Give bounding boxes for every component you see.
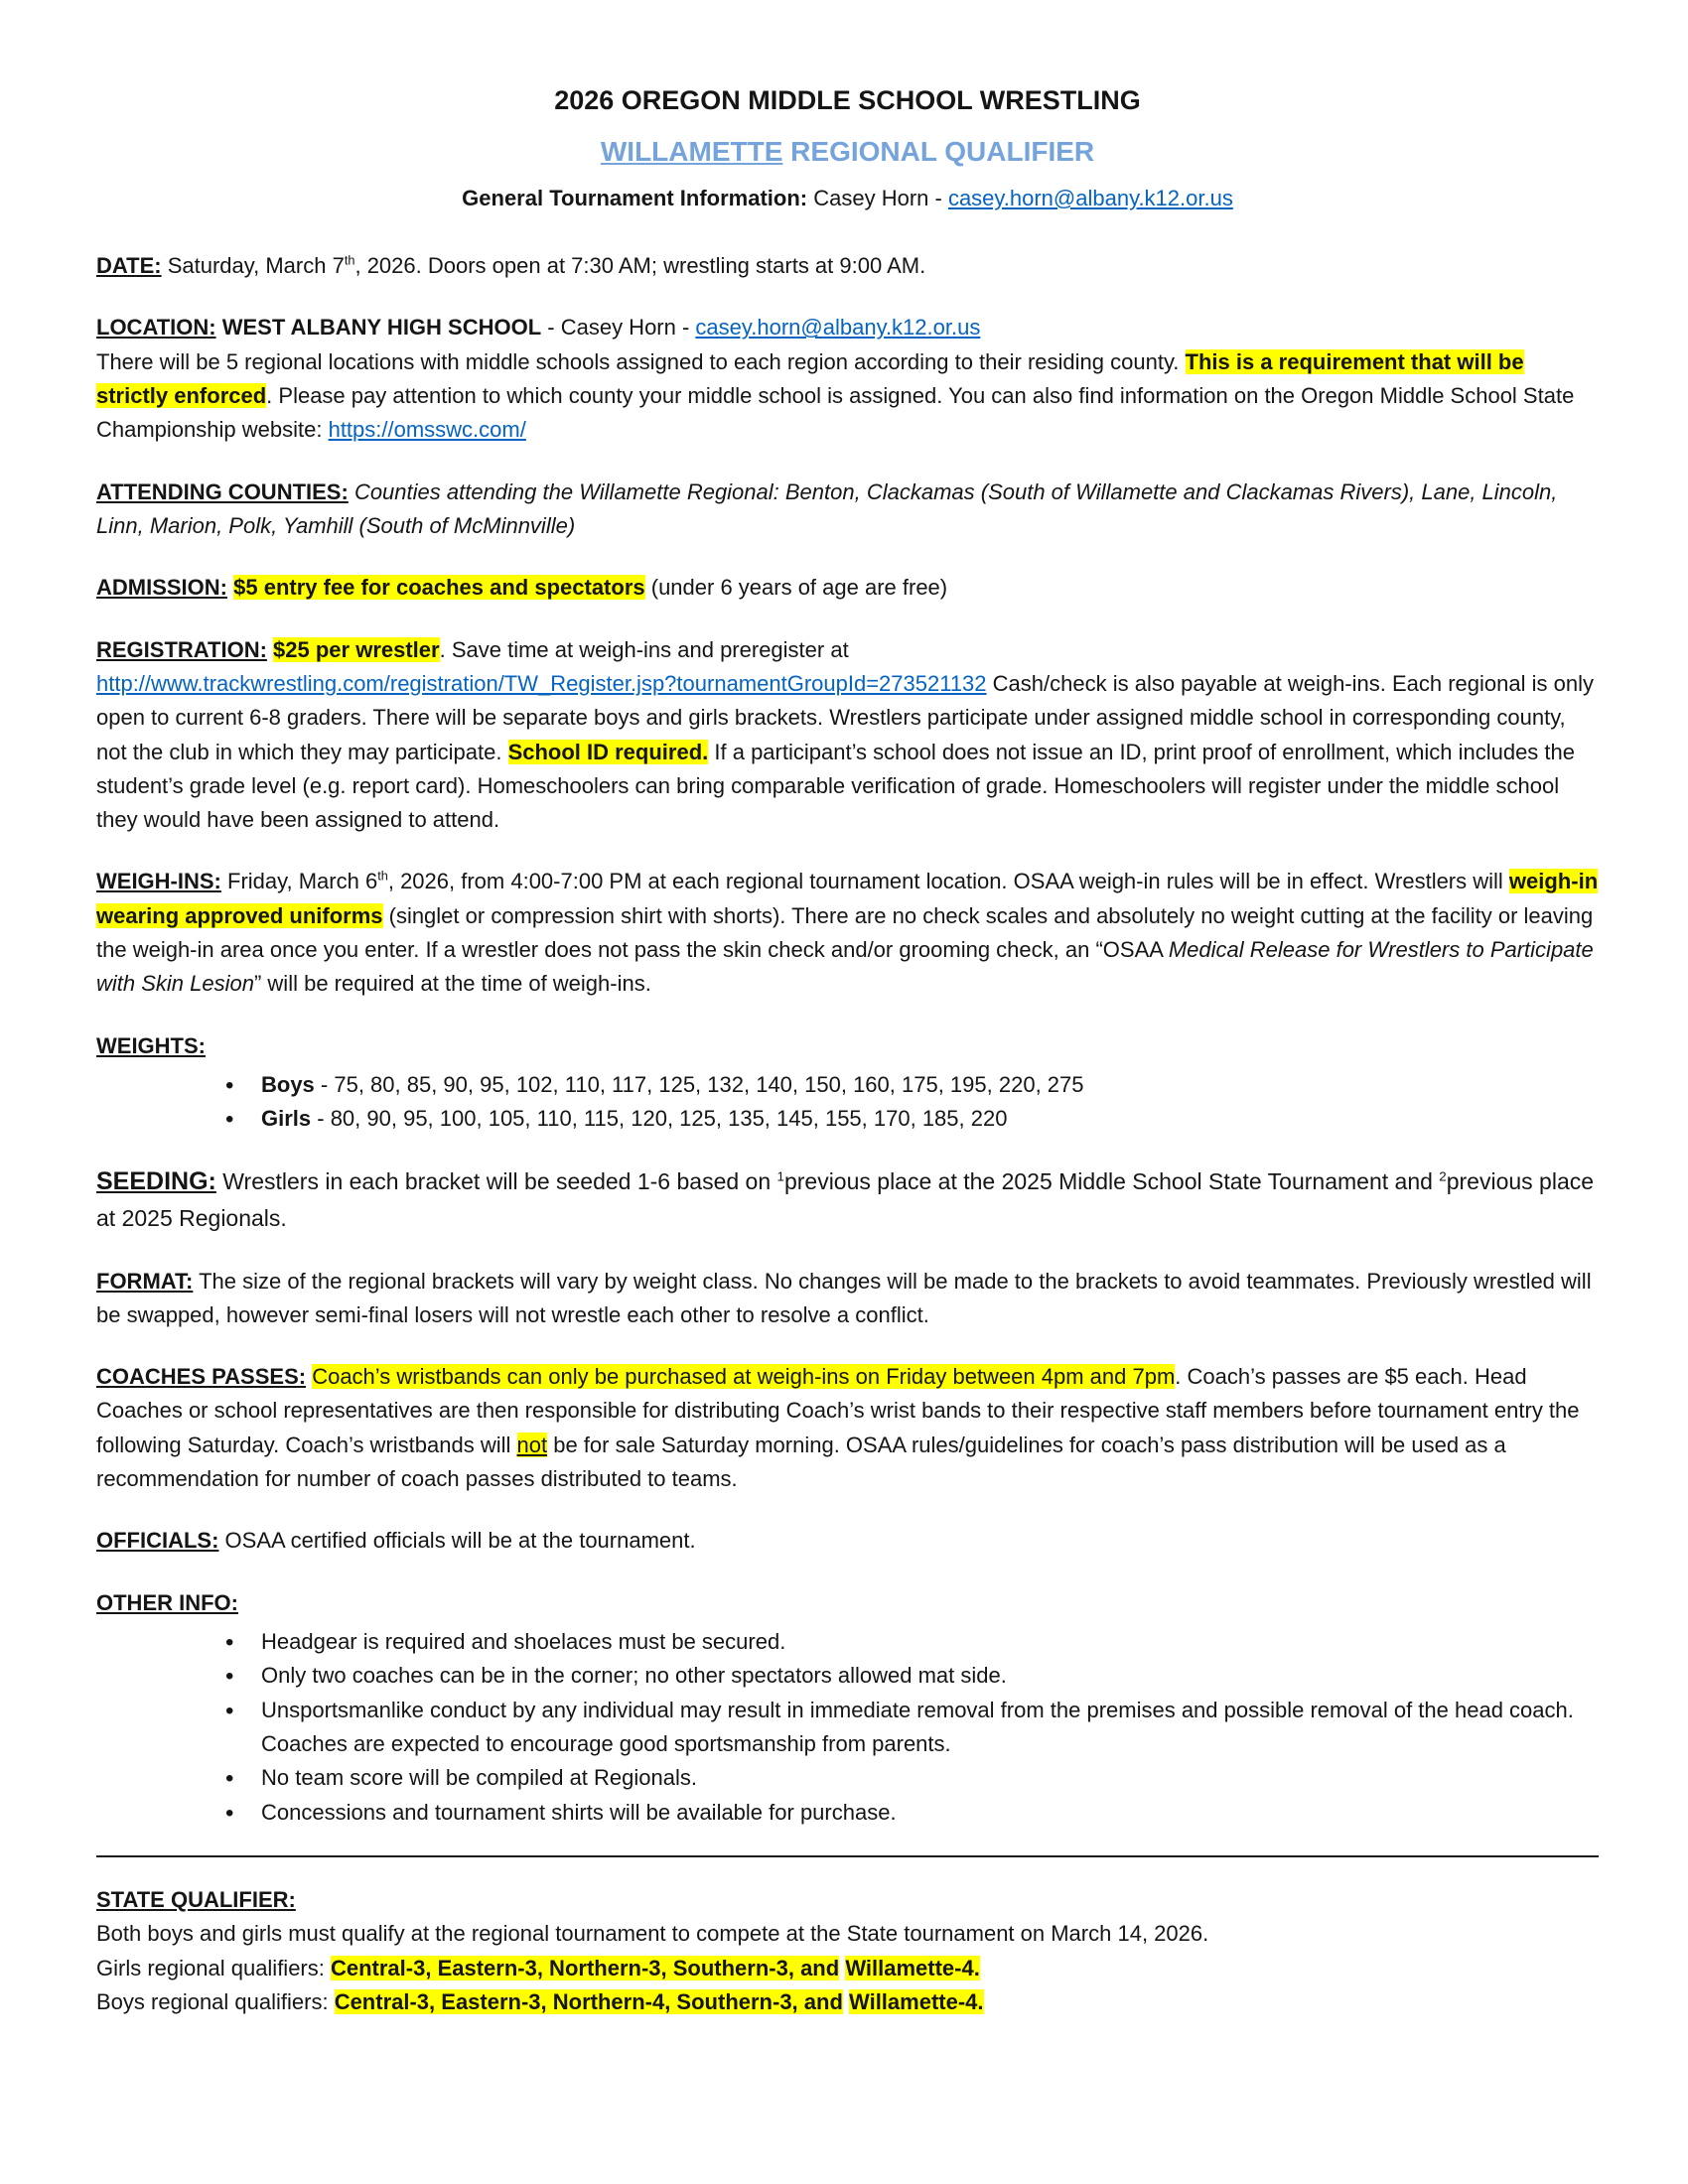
text-run: Boys	[261, 1072, 315, 1098]
text-run: WEIGH-INS:	[96, 869, 221, 894]
section-format	[96, 1265, 1599, 1333]
text-run: Central-3, Eastern-3, Northern-4, Southern-3, and	[334, 1988, 843, 2014]
text-run: Central-3, Eastern-3, Northern-3, Southern-3, and	[330, 1955, 840, 1980]
text-run: - 75, 80, 85, 90, 95, 102, 110, 117, 125, 132, 140, 150, 160, 175, 195, 220, 275	[314, 1072, 1084, 1098]
text-run: No team score will be compiled at Regionals.	[261, 1765, 697, 1791]
text-run: Friday, March 6	[220, 869, 378, 894]
contact-name: Casey Horn -	[813, 185, 948, 210]
text-run: DATE:	[96, 253, 162, 279]
section-other-info	[96, 1586, 1599, 1620]
section-seeding	[96, 1162, 1599, 1237]
text-run: Both boys and girls must qualify at the regional tournament to compete at the State tournament on March 14, 2026.	[96, 1921, 1209, 1947]
text-run: Coach’s wristbands can only be purchased at weigh-ins on Friday between 4pm and 7pm	[312, 1364, 1176, 1390]
text-run: not	[516, 1432, 548, 1457]
page-subtitle	[96, 130, 1599, 174]
section-date	[96, 249, 1599, 283]
list-item	[261, 1761, 1599, 1795]
text-run: SEEDING:	[96, 1166, 216, 1195]
text-run: If a participant’s school does not issue an ID, print proof of enrollment, which includes the student’s grade level (e.g. report card). Homeschoolers can bring comparable verification of grade. Homeschoolers will register under the middle school they would have been assigned to attend.	[96, 739, 1576, 833]
text-run: . Save time at weigh-ins and preregister at	[439, 636, 849, 662]
text-run: ADMISSION:	[96, 575, 227, 601]
section-divider	[96, 1855, 1599, 1857]
text-run: Cash/check is also payable at weigh-ins. Each regional is only open to current 6-8 graders. There will be separate boys and girls brackets. Wrestlers participate under assigned middle school in corresponding county, not the club in which they may participate.	[96, 670, 1594, 764]
text-run: There will be 5 regional locations with middle schools assigned to each region according to their residing county.	[96, 348, 1186, 374]
section-attending-counties	[96, 476, 1599, 544]
text-run: WEST ALBANY HIGH SCHOOL	[221, 315, 542, 341]
section-registration	[96, 633, 1599, 838]
text-run: Willamette-4.	[845, 1955, 980, 1980]
text-run: $25 per wrestler	[273, 636, 440, 662]
email-link[interactable]: casey.horn@albany.k12.or.us	[947, 185, 1233, 210]
text-run: (under 6 years of age are free)	[644, 575, 948, 601]
document-header	[96, 79, 1599, 215]
text-run: Only two coaches can be in the corner; no other spectators allowed mat side.	[261, 1663, 1007, 1689]
subtitle-rest: REGIONAL QUALIFIER	[782, 136, 1095, 168]
page-title: 2026 OREGON MIDDLE SCHOOL WRESTLING	[554, 85, 1141, 115]
text-run: STATE QUALIFIER:	[96, 1886, 296, 1912]
text-run: Headgear is required and shoelaces must be secured.	[261, 1629, 786, 1655]
section-officials	[96, 1524, 1599, 1558]
section-coaches-passes	[96, 1360, 1599, 1496]
text-run: Counties attending the Willamette Regional: Benton, Clackamas (South of Willamette and Clackamas Rivers), Lane, Lincoln, Linn, Marion, Polk, Yamhill (South of McMinnville)	[96, 478, 1558, 538]
text-run: Willamette-4.	[849, 1988, 984, 2014]
text-run: OTHER INFO:	[96, 1589, 238, 1615]
text-run: Wrestlers in each bracket will be seeded 1-6 based on	[215, 1167, 777, 1194]
text-run: previous place at the 2025 Middle School State Tournament and	[783, 1167, 1440, 1194]
text-run: WEIGHTS:	[96, 1032, 206, 1058]
text-run: . Please pay attention to which county your middle school is assigned. You can also find information on the Oregon Middle School State Championship website:	[96, 383, 1575, 443]
text-run: th	[377, 869, 388, 885]
text-run: Girls regional qualifiers:	[96, 1955, 331, 1980]
list-item	[261, 1694, 1599, 1762]
text-run: be for sale Saturday morning. OSAA rules/guidelines for coach’s pass distribution will be used as a recommendation for number of coach passes distributed to teams.	[96, 1432, 1506, 1492]
section-state-qualifier	[96, 1883, 1599, 2019]
text-run: , 2026. Doors open at 7:30 AM; wrestling starts at 9:00 AM.	[354, 253, 926, 279]
text-run: ” will be required at the time of weigh-ins.	[253, 971, 651, 997]
text-run: (singlet or compression shirt with shorts). There are no check scales and absolutely no weight cutting at the facility or leaving the weigh-in area once you enter. If a wrestler does not pass the skin check and/or grooming check, an “OSAA	[96, 902, 1594, 963]
text-run: COACHES PASSES:	[96, 1364, 307, 1390]
subtitle-region: WILLAMETTE	[600, 136, 783, 168]
section-weigh-ins	[96, 865, 1599, 1001]
text-run: Concessions and tournament shirts will be available for purchase.	[261, 1799, 897, 1825]
list-item	[261, 1659, 1599, 1693]
trackwrestling-link[interactable]: http://www.trackwrestling.com/registration/TW_Register.jsp?tournamentGroupId=273521132	[96, 670, 987, 696]
text-run: previous place at 2025 Regionals.	[96, 1167, 1595, 1231]
text-run: 1	[776, 1168, 784, 1183]
text-run: $5 entry fee for coaches and spectators	[233, 575, 645, 601]
email-link[interactable]: casey.horn@albany.k12.or.us	[695, 315, 981, 341]
text-run: - Casey Horn -	[541, 315, 696, 341]
text-run: OFFICIALS:	[96, 1528, 219, 1554]
text-run: Unsportsmanlike conduct by any individual may result in immediate removal from the premises and possible removal of the head coach. Coaches are expected to encourage good sportsmanship from parents.	[261, 1697, 1574, 1756]
contact-line	[96, 182, 1599, 215]
text-run: Saturday, March 7	[161, 253, 345, 279]
text-run: , 2026, from 4:00-7:00 PM at each regional tournament location. OSAA weigh-in rules will be in effect. Wrestlers will	[387, 869, 1509, 894]
text-run: th	[344, 252, 355, 268]
text-run: This is a requirement that will be strictly enforced	[96, 348, 1524, 409]
section-location	[96, 311, 1599, 447]
section-admission	[96, 571, 1599, 605]
text-run: Girls	[261, 1106, 312, 1132]
text-run: The size of the regional brackets will vary by weight class. No changes will be made to the brackets to avoid teammates. Previously wrestled will be swapped, however semi-final losers will not wrestle each other to resolve a conflict.	[96, 1268, 1592, 1327]
omsswc-link[interactable]: https://omsswc.com/	[328, 417, 526, 443]
text-run: . Coach’s passes are $5 each. Head Coaches or school representatives are then responsible for distributing Coach’s wrist bands to their respective staff members before tournament entry the following Saturday. Coach’s wristbands will	[96, 1364, 1580, 1457]
text-run: REGISTRATION:	[96, 636, 267, 662]
text-run: 2	[1439, 1168, 1447, 1183]
text-run: School ID required.	[507, 739, 709, 764]
text-run: FORMAT:	[96, 1268, 194, 1294]
text-run: - 80, 90, 95, 100, 105, 110, 115, 120, 125, 135, 145, 155, 170, 185, 220	[311, 1106, 1008, 1132]
document-body	[96, 249, 1599, 2019]
text-run: Boys regional qualifiers:	[96, 1988, 335, 2014]
text-run: ATTENDING COUNTIES:	[96, 478, 349, 504]
contact-label: General Tournament Information:	[462, 185, 814, 210]
list-item	[261, 1796, 1599, 1830]
text-run: LOCATION:	[96, 315, 216, 341]
text-run: OSAA certified officials will be at the tournament.	[218, 1528, 696, 1554]
section-weights	[96, 1029, 1599, 1063]
list-item	[261, 1102, 1599, 1136]
list-item	[261, 1625, 1599, 1659]
list-item	[261, 1068, 1599, 1102]
section-other-info-list	[96, 1625, 1599, 1830]
text-run: weigh-in wearing approved uniforms	[96, 869, 1599, 928]
text-run: Medical Release for Wrestlers to Participate with Skin Lesion	[96, 937, 1594, 997]
section-weights-list	[96, 1068, 1599, 1137]
